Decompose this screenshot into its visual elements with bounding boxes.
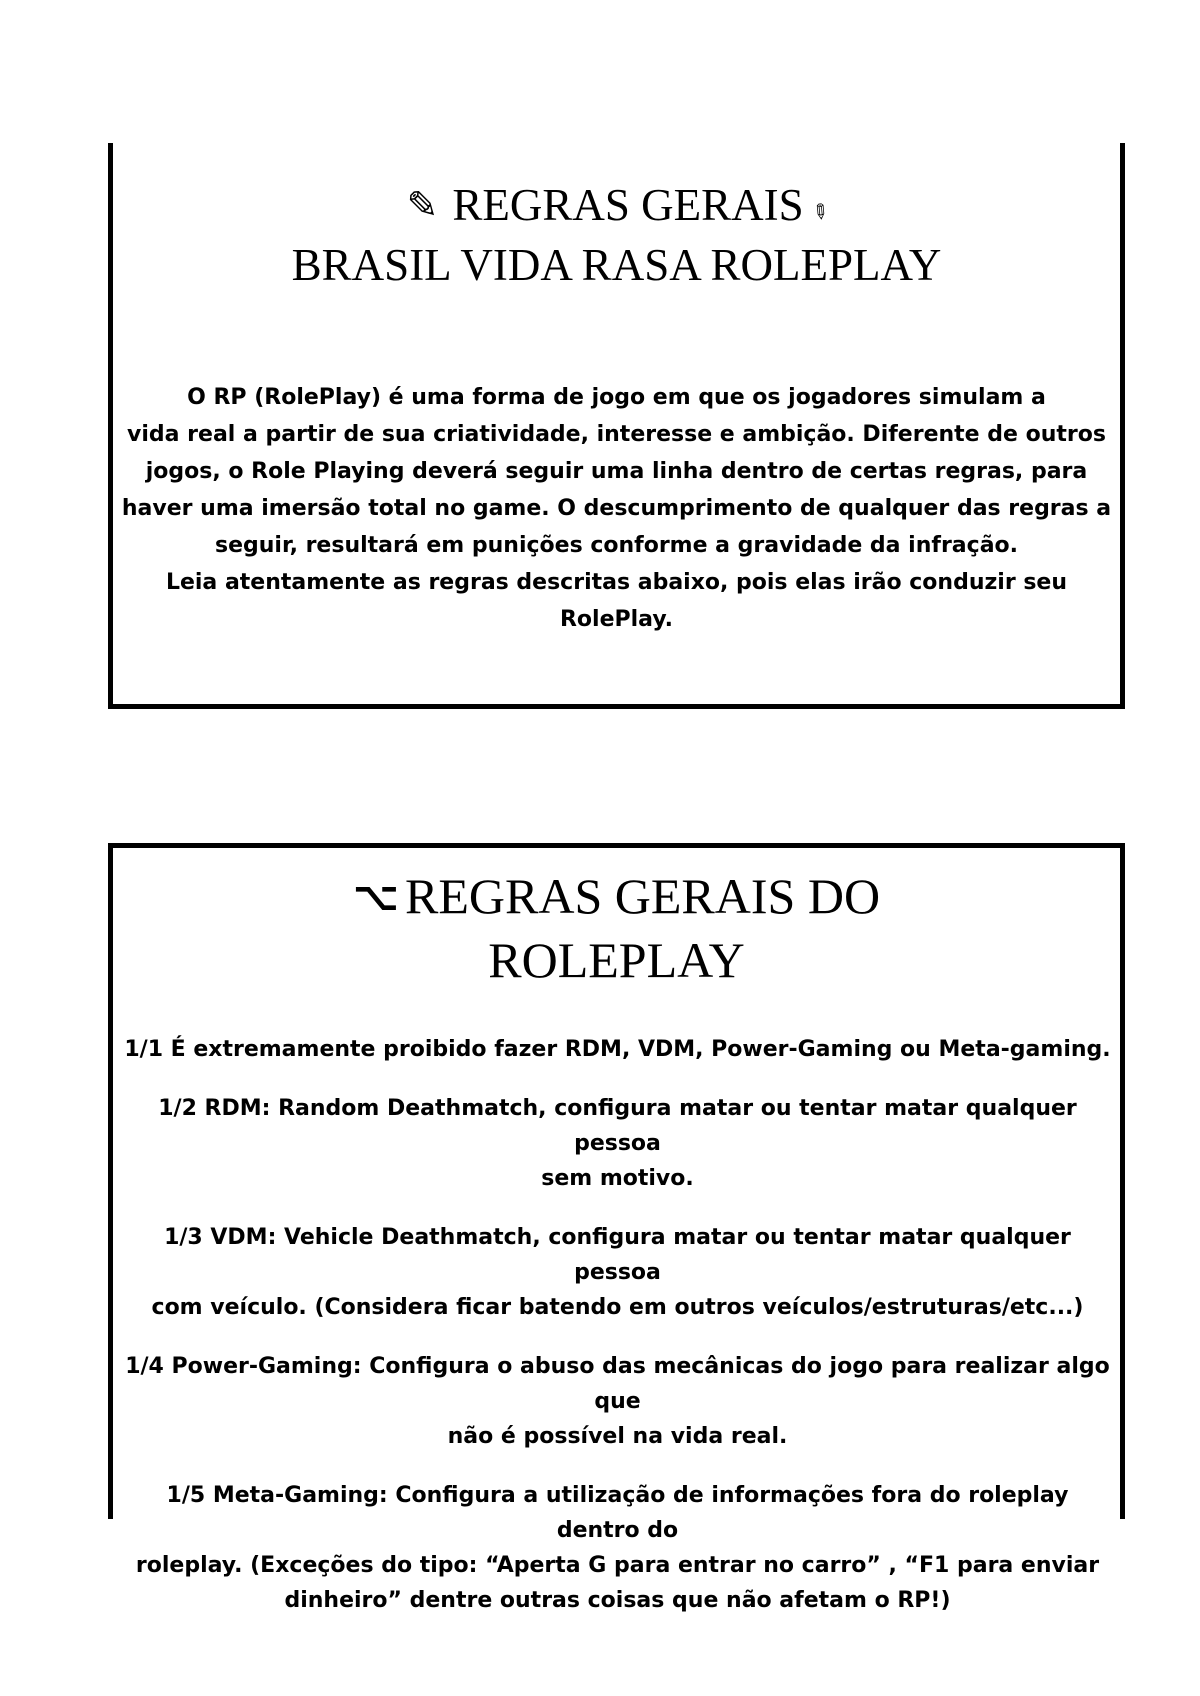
rule-line: com veículo. (Considera ficar batendo em outros veículos/estruturas/etc...) [151,1295,1084,1320]
rules-heading-line [113,866,1120,930]
rule-line: 1/4 Power-Gaming: Configura o abuso das mecânicas do jogo para realizar algo que [125,1354,1110,1414]
intro-line: vida real a partir de sua criatividade, interesse e ambição. Diferente de outros [127,422,1106,447]
rule-line: dinheiro” dentre outras coisas que não afetam o RP!) [284,1588,951,1613]
intro-line: seguir, resultará em punições conforme a gravidade da infração. [214,533,1019,558]
intro-box [108,143,1125,709]
rules-heading-line: ROLEPLAY [488,932,745,988]
rule-item [123,1091,1112,1196]
rule-item [123,1478,1112,1618]
title-text: REGRAS GERAIS [452,180,804,230]
intro-line: O RP (RolePlay) é uma forma de jogo em que os jogadores simulam a [187,385,1046,410]
rule-line: não é possível na vida real. [447,1424,788,1449]
intro-line: jogos, o Role Playing deverá seguir uma linha dentro de certas regras, para [145,459,1088,484]
rules-heading [113,866,1120,990]
intro-line: Leia atentamente as regras descritas abaixo, pois elas irão conduzir seu [165,570,1068,595]
rule-line: roleplay. (Exceções do tipo: “Aperta G para entrar no carro” , “F1 para enviar [135,1553,1100,1578]
pencil-small-icon: ✎ [805,198,833,227]
server-name: BRASIL VIDA RASA ROLEPLAY [291,240,942,290]
rules-list [123,1032,1112,1642]
rule-item [123,1349,1112,1454]
option-key-icon: ⌥ [352,874,400,920]
pencil-icon: ✎ [406,185,439,227]
rule-line: sem motivo. [541,1166,694,1191]
rule-line: 1/2 RDM: Random Deathmatch, configura matar ou tentar matar qualquer pessoa [158,1096,1077,1156]
page-title [113,177,1120,242]
rules-heading-text: REGRAS GERAIS DO [405,868,881,924]
intro-line: haver uma imersão total no game. O descumprimento de qualquer das regras a [121,496,1112,521]
rules-box [108,843,1125,1613]
rule-item [123,1220,1112,1325]
intro-paragraph [121,379,1112,638]
rule-line: 1/5 Meta-Gaming: Configura a utilização de informações fora do roleplay dentro do [166,1483,1069,1543]
rule-line: 1/3 VDM: Vehicle Deathmatch, configura matar ou tentar matar qualquer pessoa [164,1225,1071,1285]
intro-line: RolePlay. [559,607,674,632]
rule-line: 1/1 É extremamente proibido fazer RDM, VDM, Power-Gaming ou Meta-gaming. [124,1037,1111,1062]
rule-item [123,1032,1112,1067]
